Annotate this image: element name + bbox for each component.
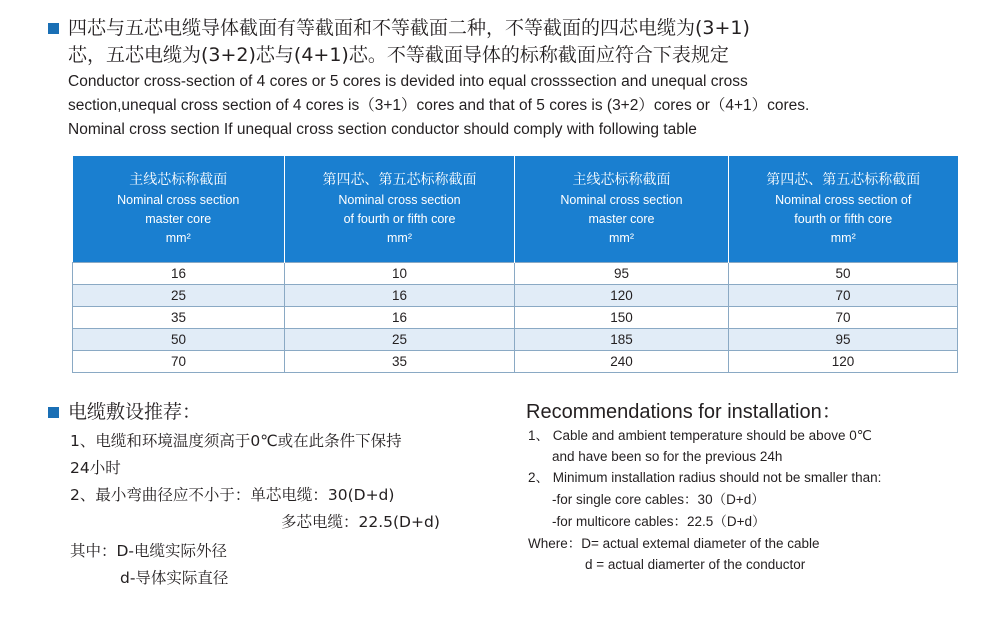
- table-row: [73, 307, 958, 329]
- header-en-label: Nominal cross section: [117, 192, 240, 207]
- header-zh-line1: 四芯与五芯电缆导体截面有等截面和不等截面二种，不等截面的四芯电缆为(3+1): [68, 17, 750, 39]
- table-cell: 95: [729, 329, 958, 351]
- header-en-label: Nominal cross section of: [775, 192, 912, 207]
- table-cell: 70: [73, 351, 285, 373]
- table-header-cell: [729, 156, 958, 263]
- install-en-line: Where：D= actual extemal diameter of the cable: [528, 536, 820, 551]
- install-en-title: Recommendations for installation：: [526, 401, 842, 423]
- table-cell: 25: [73, 285, 285, 307]
- table-cell: 35: [73, 307, 285, 329]
- table-cell: 50: [729, 263, 958, 285]
- table-row: [73, 351, 958, 373]
- table-cell: 120: [515, 285, 729, 307]
- table-cell: 185: [515, 329, 729, 351]
- install-en-line: and have been so for the previous 24h: [552, 449, 783, 464]
- table-cell: 16: [285, 285, 515, 307]
- table-cell: 240: [515, 351, 729, 373]
- table-cell: 35: [285, 351, 515, 373]
- table-header-cell: [285, 156, 515, 263]
- table-cell: 16: [73, 263, 285, 285]
- table-cell: 50: [73, 329, 285, 351]
- install-zh-line: 2、最小弯曲径应不小于：单芯电缆：30(D+d): [70, 486, 395, 504]
- install-zh-line: d-导体实际直径: [120, 569, 229, 587]
- header-en-line3: Nominal cross section If unequal cross section conductor should comply with following table: [68, 121, 697, 138]
- table-cell: 120: [729, 351, 958, 373]
- install-en-line: d = actual diamerter of the conductor: [585, 557, 806, 572]
- header-zh-label: 主线芯标称截面: [129, 171, 228, 188]
- install-en-line: -for single core cables：30（D+d）: [552, 492, 765, 507]
- install-zh-line: 1、电缆和环境温度须高于0℃或在此条件下保持: [70, 432, 402, 450]
- install-zh-line: 24小时: [70, 459, 121, 477]
- header-en-label: fourth or fifth core: [794, 211, 893, 226]
- header-unit: mm²: [609, 230, 634, 245]
- table-row: [73, 285, 958, 307]
- section-bullet-icon: [48, 407, 59, 418]
- header-zh-label: 第四芯、第五芯标称截面: [766, 171, 921, 188]
- header-unit: mm²: [165, 230, 191, 245]
- header-unit: mm²: [387, 230, 412, 245]
- cross-section-table: [72, 156, 958, 373]
- table-cell: 10: [285, 263, 515, 285]
- header-zh-label: 主线芯标称截面: [572, 171, 671, 188]
- section-bullet-icon: [48, 23, 59, 34]
- table-header-cell: [73, 156, 285, 263]
- table-cell: 150: [515, 307, 729, 329]
- table-cell: 70: [729, 307, 958, 329]
- header-en-line1: Conductor cross-section of 4 cores or 5 cores is devided into equal crosssection and unequal cross: [68, 73, 748, 90]
- header-en-label: Nominal cross section: [560, 192, 683, 207]
- header-zh-label: 第四芯、第五芯标称截面: [322, 171, 477, 188]
- header-zh-line2: 芯，五芯电缆为(3+2)芯与(4+1)芯。不等截面导体的标称截面应符合下表规定: [68, 44, 729, 66]
- table-cell: 16: [285, 307, 515, 329]
- install-zh-title: 电缆敷设推荐：: [68, 401, 202, 423]
- header-en-label: of fourth or fifth core: [343, 211, 456, 226]
- header-en-label: master core: [588, 211, 655, 226]
- table-row: [73, 329, 958, 351]
- header-en-label: master core: [145, 211, 212, 226]
- table-header-cell: [515, 156, 729, 263]
- table-header-row: [73, 156, 958, 263]
- header-en-line2: section,unequal cross section of 4 cores is（3+1）cores and that of 5 cores is (3+2）cores or（4+1）cores.: [68, 97, 810, 114]
- install-en-line: 2、 Minimum installation radius should not be smaller than:: [528, 470, 882, 485]
- header-en-label: Nominal cross section: [338, 192, 461, 207]
- install-en-line: -for multicore cables：22.5（D+d）: [552, 514, 766, 529]
- header-en-paragraph: [68, 70, 928, 142]
- install-en-line: 1、 Cable and ambient temperature should be above 0℃: [528, 428, 872, 443]
- table-row: [73, 263, 958, 285]
- table-cell: 95: [515, 263, 729, 285]
- install-zh-line: 多芯电缆：22.5(D+d): [281, 513, 440, 531]
- table-cell: 25: [285, 329, 515, 351]
- install-zh-line: 其中：D-电缆实际外径: [70, 542, 228, 560]
- header-unit: mm²: [830, 230, 856, 245]
- table-cell: 70: [729, 285, 958, 307]
